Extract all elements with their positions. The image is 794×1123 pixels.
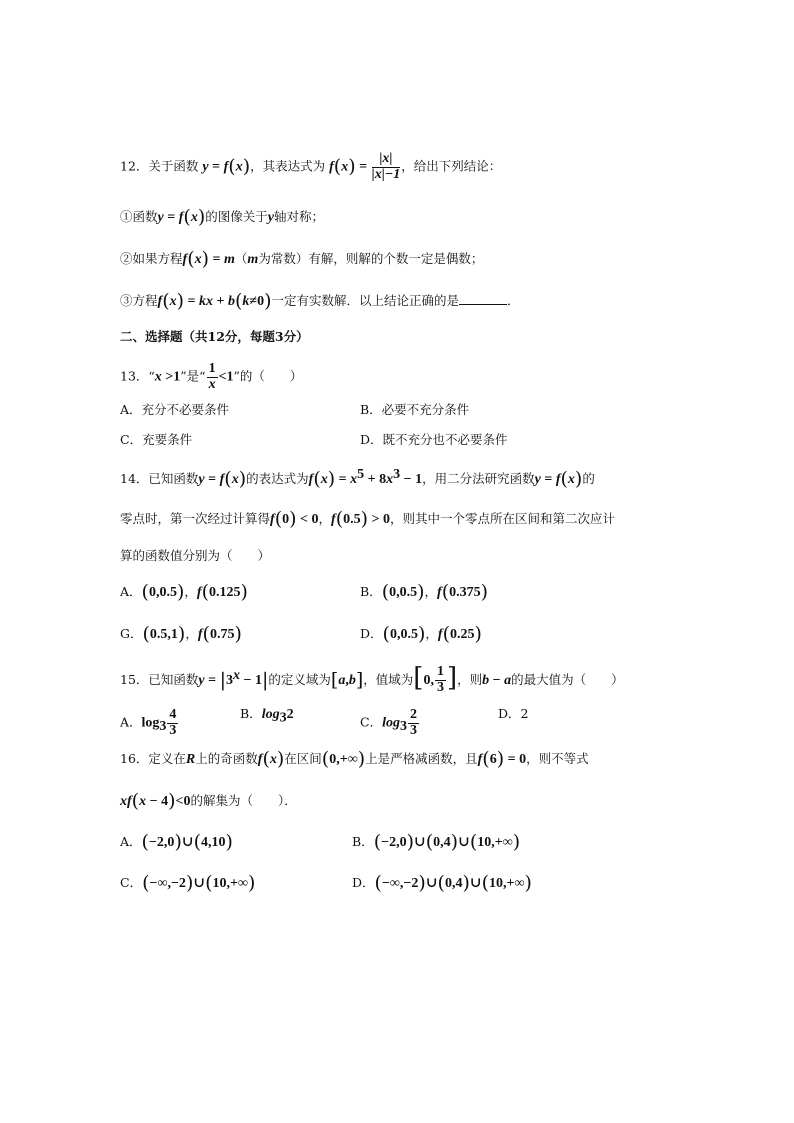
q14-stem: 14．已知函数y = f(x)的表达式为$f(x) = x^5 + 8x^3 - 1$，用二分法研究函数y = f(x)的 [120,467,595,491]
q16-stem: 16．定义在R上的奇函数f(x)在区间(0,+∞)上是严格减函数，且f(6) = 0，则不等式 [120,748,589,770]
q16-option-b[interactable]: B．(−2,0)∪(0,4)∪(10,+∞) [352,831,521,853]
q15-option-b[interactable]: B．$\log_32$ [240,706,294,726]
formula: y [202,159,209,175]
q15-option-c[interactable]: C．$\log_3$ $\frac{2}{3}$ [360,707,417,738]
q13-option-c[interactable]: C．充要条件 [120,432,193,447]
section-heading: 二、选择题（共12分，每题3分） [120,329,309,344]
q15-option-a[interactable]: A．$\log_3$ $\frac{4}{3}$ [120,707,177,738]
q14-option-d[interactable]: D．(0,0.5)，f(0.25) [360,623,482,645]
q12-stem: 12．关于函数 y = f(x)，其表达式为 f(x) = $\frac{|x|}{|x|-1}$ ，给出下列结论： [120,151,502,182]
q14-option-c[interactable]: G．(0.5,1)，f(0.75) [120,623,242,645]
q12-conclusion-2: ②如果方程f(x) = m（m为常数）有解，则解的个数一定是偶数； [120,248,484,270]
q16-option-d[interactable]: D．(−∞,−2)∪(0,4)∪(10,+∞) [352,872,532,894]
fraction-abs-x: $\frac{|x|}{|x|-1}$ [371,151,401,182]
q16-option-a[interactable]: A．(−2,0)∪(4,10) [120,831,233,853]
q13-stem: 13．“x >1”是“ $\frac{1}{x}$ <1”的（ ） [120,361,303,392]
q12-conclusion-3: ③方程f(x) = kx + b(k≠0)一定有实数解．以上结论正确的是 ． [120,290,520,312]
q16-option-c[interactable]: C．(−∞,−2)∪(10,+∞) [120,872,256,894]
q13-option-a[interactable]: A．充分不必要条件 [120,402,230,417]
q14-option-a[interactable]: A．(0,0.5)，f(0.125) [120,581,248,603]
q14-stem-line3: 算的函数值分别为（ ） [120,548,271,563]
q13-option-d[interactable]: D．既不充分也不必要条件 [360,432,508,447]
q14-stem-line2: 零点时，第一次经过计算得f(0) < 0，f(0.5) > 0，则其中一个零点所在区间和第二次应计 [120,508,616,530]
q15-option-d[interactable]: D．2 [498,706,529,721]
q16-stem-line2: xf(x − 4)<0的解集为（ ）． [120,790,297,812]
q14-option-b[interactable]: B．(0,0.5)，f(0.375) [360,581,489,603]
q13-option-b[interactable]: B．必要不充分条件 [360,402,470,417]
answer-blank[interactable] [459,294,507,305]
q15-stem: 15．已知函数$y = |3^x - 1|$的定义域为[a,b]，值域为[0, $\frac{1}{3}$ ]，则b − a的最大值为（ ） [120,663,624,695]
q12-conclusion-1: ①函数y = f(x)的图像关于y轴对称； [120,206,324,228]
